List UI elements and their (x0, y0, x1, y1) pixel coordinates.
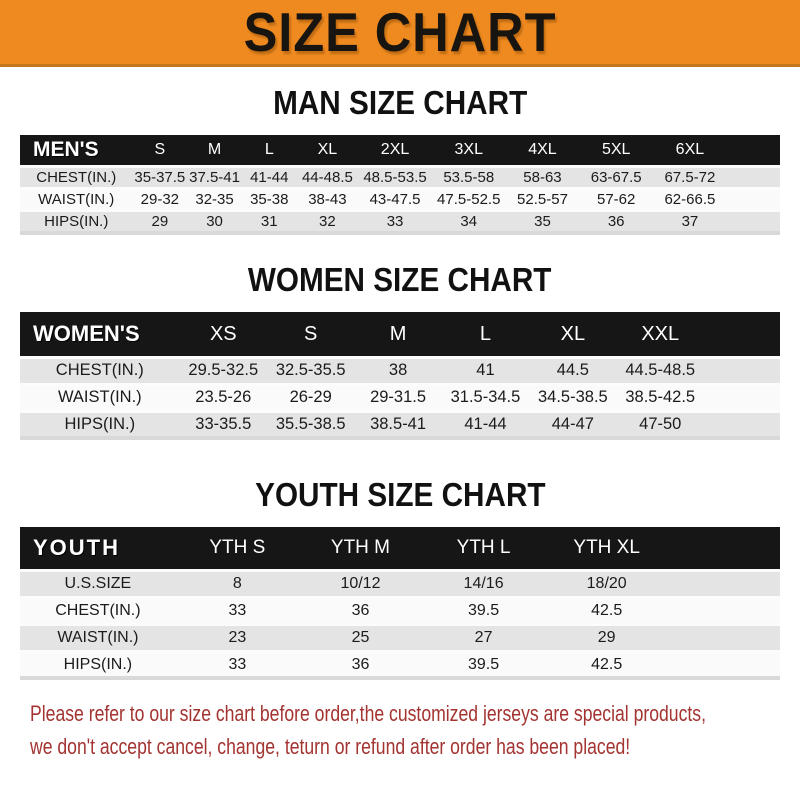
table-header-label: MEN'S (20, 135, 132, 167)
size-column-header: XS (180, 312, 267, 357)
size-column-header: M (187, 135, 242, 167)
men-section-heading (0, 84, 800, 122)
size-cell: 41-44 (442, 411, 529, 438)
size-cell: 38.5-41 (354, 411, 441, 438)
size-cell: 44-48.5 (297, 167, 359, 189)
size-cell: 37.5-41 (187, 167, 242, 189)
table-row (20, 651, 780, 678)
youth-section-heading (0, 476, 800, 514)
size-column-header: 4XL (506, 135, 580, 167)
size-cell: 35-37.5 (132, 167, 187, 189)
size-cell: 38 (354, 357, 441, 384)
size-cell: 42.5 (545, 651, 668, 678)
size-column-header: L (242, 135, 297, 167)
filler-cell (668, 527, 780, 570)
table-row (20, 189, 780, 211)
table-row (20, 384, 780, 411)
men-section-heading-text: MAN SIZE CHART (272, 84, 528, 121)
filler-cell (704, 411, 780, 438)
size-cell: 32 (297, 211, 359, 234)
row-label: WAIST(IN.) (20, 189, 132, 211)
size-cell: 30 (187, 211, 242, 234)
size-cell: 39.5 (422, 651, 545, 678)
row-label: CHEST(IN.) (20, 167, 132, 189)
size-cell: 27 (422, 624, 545, 651)
size-cell: 62-66.5 (653, 189, 727, 211)
size-cell: 26-29 (267, 384, 354, 411)
filler-cell (704, 384, 780, 411)
section-men (0, 84, 800, 235)
size-column-header: 5XL (579, 135, 653, 167)
size-column-header: M (354, 312, 441, 357)
footer-line2: we don't accept cancel, change, teturn or refund after order has been placed! (30, 734, 631, 760)
table-row (20, 357, 780, 384)
size-column-header: YTH M (299, 527, 422, 570)
size-cell: 58-63 (506, 167, 580, 189)
size-cell: 47-50 (617, 411, 704, 438)
filler-cell (704, 357, 780, 384)
row-label: U.S.SIZE (20, 570, 176, 597)
size-column-header: L (442, 312, 529, 357)
size-cell: 29-31.5 (354, 384, 441, 411)
size-cell: 41 (442, 357, 529, 384)
size-cell: 31 (242, 211, 297, 234)
size-column-header: YTH XL (545, 527, 668, 570)
table-header-row (20, 527, 780, 570)
size-cell: 41-44 (242, 167, 297, 189)
filler-cell (704, 312, 780, 357)
row-label: WAIST(IN.) (20, 384, 180, 411)
size-cell: 31.5-34.5 (442, 384, 529, 411)
size-cell: 33 (358, 211, 432, 234)
table-header-label: YOUTH (20, 527, 176, 570)
size-cell: 34.5-38.5 (529, 384, 616, 411)
size-cell: 44.5-48.5 (617, 357, 704, 384)
size-cell: 33 (176, 651, 299, 678)
banner (0, 0, 800, 67)
filler-cell (727, 189, 780, 211)
size-cell: 23.5-26 (180, 384, 267, 411)
size-cell: 42.5 (545, 597, 668, 624)
size-cell: 39.5 (422, 597, 545, 624)
size-cell: 14/16 (422, 570, 545, 597)
size-cell: 10/12 (299, 570, 422, 597)
youth-section-heading-text: YOUTH SIZE CHART (254, 476, 546, 514)
section-youth (0, 476, 800, 680)
row-label: WAIST(IN.) (20, 624, 176, 651)
women-size-table (20, 312, 780, 440)
size-cell: 8 (176, 570, 299, 597)
size-column-header: S (267, 312, 354, 357)
size-cell: 52.5-57 (506, 189, 580, 211)
banner-title: SIZE CHART (243, 0, 557, 63)
row-label: HIPS(IN.) (20, 211, 132, 234)
size-column-header: XL (529, 312, 616, 357)
table-row (20, 167, 780, 189)
size-column-header: XXL (617, 312, 704, 357)
row-label: CHEST(IN.) (20, 597, 176, 624)
size-column-header: 6XL (653, 135, 727, 167)
size-column-header: S (132, 135, 187, 167)
size-column-header: XL (297, 135, 359, 167)
footer-line1: Please refer to our size chart before order,the customized jerseys are special products, (30, 701, 706, 727)
size-column-header: YTH L (422, 527, 545, 570)
youth-size-table (20, 527, 780, 680)
size-cell: 44.5 (529, 357, 616, 384)
row-label: HIPS(IN.) (20, 651, 176, 678)
size-cell: 35.5-38.5 (267, 411, 354, 438)
row-label: HIPS(IN.) (20, 411, 180, 438)
size-column-header: YTH S (176, 527, 299, 570)
filler-cell (668, 570, 780, 597)
size-cell: 53.5-58 (432, 167, 506, 189)
table-row (20, 570, 780, 597)
table-header-row (20, 135, 780, 167)
size-cell: 67.5-72 (653, 167, 727, 189)
size-cell: 32.5-35.5 (267, 357, 354, 384)
footer-disclaimer (30, 697, 800, 763)
size-cell: 38-43 (297, 189, 359, 211)
size-cell: 34 (432, 211, 506, 234)
size-cell: 36 (299, 597, 422, 624)
size-cell: 57-62 (579, 189, 653, 211)
size-cell: 43-47.5 (358, 189, 432, 211)
filler-cell (727, 167, 780, 189)
women-section-heading (0, 261, 800, 299)
size-cell: 35-38 (242, 189, 297, 211)
size-cell: 36 (579, 211, 653, 234)
row-label: CHEST(IN.) (20, 357, 180, 384)
filler-cell (727, 211, 780, 234)
size-cell: 33 (176, 597, 299, 624)
size-cell: 38.5-42.5 (617, 384, 704, 411)
men-size-table (20, 135, 780, 236)
table-row (20, 624, 780, 651)
filler-cell (668, 624, 780, 651)
size-cell: 23 (176, 624, 299, 651)
section-women (0, 261, 800, 440)
size-cell: 37 (653, 211, 727, 234)
size-cell: 35 (506, 211, 580, 234)
size-cell: 48.5-53.5 (358, 167, 432, 189)
size-column-header: 3XL (432, 135, 506, 167)
size-cell: 32-35 (187, 189, 242, 211)
size-cell: 29.5-32.5 (180, 357, 267, 384)
size-cell: 29-32 (132, 189, 187, 211)
table-row (20, 411, 780, 438)
size-cell: 63-67.5 (579, 167, 653, 189)
table-header-row (20, 312, 780, 357)
size-cell: 33-35.5 (180, 411, 267, 438)
size-cell: 18/20 (545, 570, 668, 597)
size-cell: 29 (545, 624, 668, 651)
size-cell: 25 (299, 624, 422, 651)
table-header-label: WOMEN'S (20, 312, 180, 357)
size-cell: 36 (299, 651, 422, 678)
filler-cell (668, 597, 780, 624)
size-cell: 44-47 (529, 411, 616, 438)
size-cell: 47.5-52.5 (432, 189, 506, 211)
table-row (20, 211, 780, 234)
size-column-header: 2XL (358, 135, 432, 167)
women-section-heading-text: WOMEN SIZE CHART (248, 261, 552, 299)
filler-cell (727, 135, 780, 167)
filler-cell (668, 651, 780, 678)
size-cell: 29 (132, 211, 187, 234)
table-row (20, 597, 780, 624)
